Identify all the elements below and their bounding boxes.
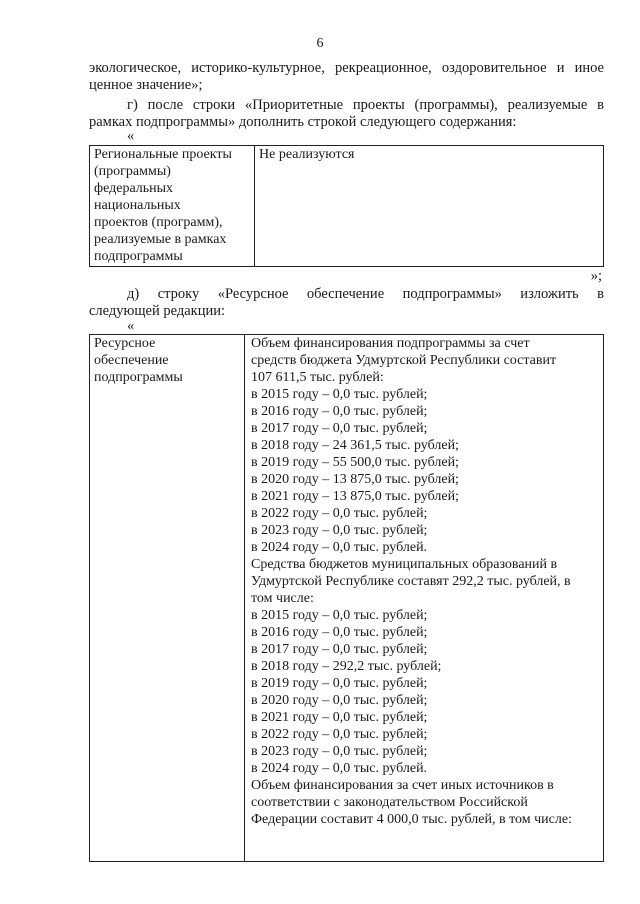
funding-line: в 2022 году – 0,0 тыс. рублей; [251, 506, 428, 521]
funding-line: Федерации составит 4 000,0 тыс. рублей, в том числе: [251, 812, 572, 827]
funding-line: средств бюджета Удмуртской Республики составит [251, 353, 557, 368]
intro-line-1: экологическое, историко-культурное, рекреационное, оздоровительное и иное [89, 60, 604, 76]
item-g-line-1: г) после строки «Приоритетные проекты (программы), реализуемые в [127, 97, 604, 113]
label-line: Региональные проекты [94, 147, 232, 162]
funding-line: в 2022 году – 0,0 тыс. рублей; [251, 727, 428, 742]
item-g-paragraph [89, 97, 604, 131]
page-number: 6 [316, 36, 324, 51]
funding-line: Объем финансирования подпрограммы за счет [251, 336, 530, 351]
funding-line: в 2017 году – 0,0 тыс. рублей; [251, 421, 428, 436]
label-line: обеспечение [94, 353, 169, 368]
funding-line: в 2023 году – 0,0 тыс. рублей; [251, 523, 428, 538]
funding-line: в 2016 году – 0,0 тыс. рублей; [251, 625, 428, 640]
closing-quote-1: »; [590, 268, 602, 284]
funding-line: соответствии с законодательством Российской [251, 795, 528, 810]
funding-line: в 2016 году – 0,0 тыс. рублей; [251, 404, 428, 419]
funding-line: в 2020 году – 0,0 тыс. рублей; [251, 693, 428, 708]
label-line: подпрограммы [94, 249, 183, 264]
label-line: (программы) [94, 164, 171, 179]
label-line: реализуемые в рамках [94, 232, 227, 247]
item-d-line-1: д) строку «Ресурсное обеспечение подпрограммы» изложить в [127, 286, 604, 302]
intro-paragraph [89, 60, 604, 94]
resource-provision-label-cell [90, 335, 245, 862]
funding-line: 107 611,5 тыс. рублей: [251, 370, 384, 385]
funding-line: в 2019 году – 0,0 тыс. рублей; [251, 676, 428, 691]
label-line: проектов (программ), [94, 215, 223, 230]
item-d-line-2: следующей редакции: [89, 303, 226, 319]
resource-provision-table [89, 334, 604, 862]
funding-line: в 2024 году – 0,0 тыс. рублей. [251, 540, 428, 555]
funding-line: в 2024 году – 0,0 тыс. рублей. [251, 761, 428, 776]
funding-line: том числе: [251, 591, 314, 606]
intro-line-2: ценное значение»; [89, 77, 203, 93]
funding-line: Удмуртской Республике составят 292,2 тыс. рублей, в [251, 574, 571, 589]
regional-projects-label-cell [90, 146, 255, 267]
table-row [90, 335, 604, 862]
funding-line: в 2015 году – 0,0 тыс. рублей; [251, 387, 428, 402]
funding-line: в 2018 году – 24 361,5 тыс. рублей; [251, 438, 459, 453]
funding-line: в 2021 году – 13 875,0 тыс. рублей; [251, 489, 459, 504]
value-line: Не реализуются [259, 147, 355, 162]
label-line: подпрограммы [94, 370, 183, 385]
regional-projects-table [89, 145, 604, 267]
label-line: федеральных [94, 181, 174, 196]
funding-line: в 2020 году – 13 875,0 тыс. рублей; [251, 472, 459, 487]
item-d-paragraph [89, 286, 604, 320]
funding-line: Средства бюджетов муниципальных образований в [251, 557, 558, 572]
funding-line: в 2021 году – 0,0 тыс. рублей; [251, 710, 428, 725]
funding-line: в 2023 году – 0,0 тыс. рублей; [251, 744, 428, 759]
table-row [90, 146, 604, 267]
label-line: национальных [94, 198, 181, 213]
funding-line: в 2018 году – 292,2 тыс. рублей; [251, 659, 442, 674]
label-line: Ресурсное [94, 336, 156, 351]
funding-line: Объем финансирования за счет иных источников в [251, 778, 554, 793]
funding-line: в 2017 году – 0,0 тыс. рублей; [251, 642, 428, 657]
item-g-line-2: рамках подпрограммы» дополнить строкой следующего содержания: [89, 114, 517, 130]
opening-quote-2: « [127, 318, 135, 334]
funding-line: в 2019 году – 55 500,0 тыс. рублей; [251, 455, 459, 470]
funding-line: в 2015 году – 0,0 тыс. рублей; [251, 608, 428, 623]
resource-provision-value-cell [245, 335, 604, 862]
regional-projects-value-cell [255, 146, 604, 267]
opening-quote-1: « [127, 128, 135, 144]
